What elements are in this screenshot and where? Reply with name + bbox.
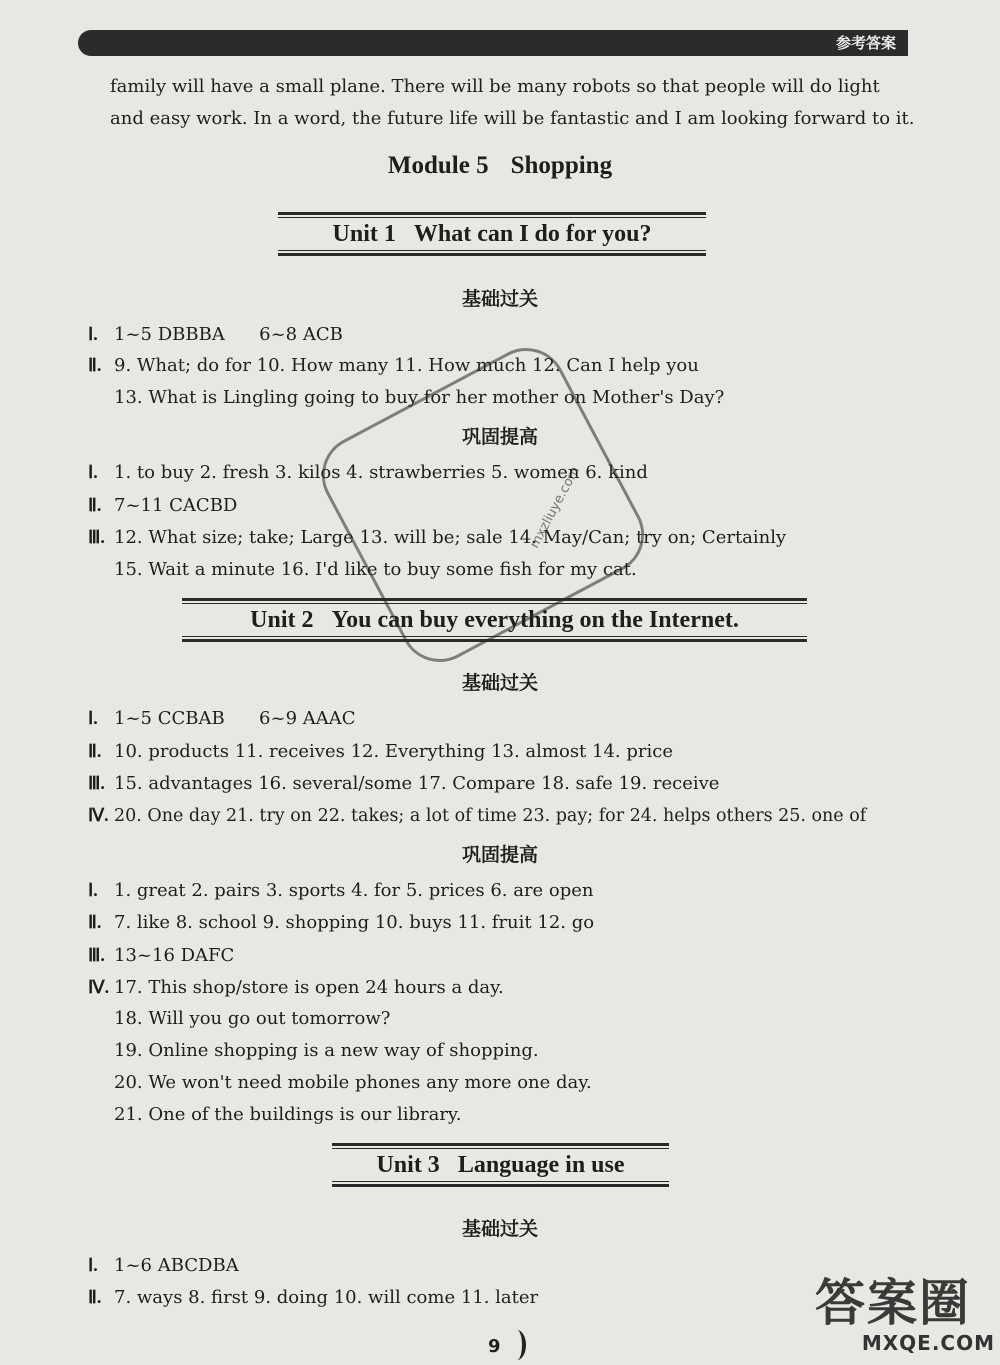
watermark-cn: 答案圈 (815, 1274, 971, 1332)
answer-line: Ⅲ. 12. What size; take; Large 13. will be; sale 14. May/Can; try on; Certainly (88, 527, 787, 548)
unit-1-title (278, 212, 706, 256)
answer-line: Ⅱ. 10. products 11. receives 12. Everything 13. almost 14. price (88, 741, 673, 762)
module-title (0, 152, 1000, 180)
unit-3-section-1-title: 基础过关 (461, 1218, 538, 1240)
answer-line: Ⅲ. 15. advantages 16. several/some 17. Compare 18. safe 19. receive (88, 773, 720, 794)
watermark-logo (815, 1275, 995, 1361)
unit-1-section-1-title: 基础过关 (461, 288, 538, 310)
answer-line: Ⅳ. 17. This shop/store is open 24 hours a day. (88, 977, 504, 998)
unit-2-name: You can buy everything on the Internet. (331, 607, 739, 633)
answer-line: Ⅰ. 1~5 DBBBA 6~8 ACB (88, 324, 343, 345)
answer-line: Ⅱ. 7. like 8. school 9. shopping 10. buys 11. fruit 12. go (88, 912, 595, 933)
answer-line: Ⅱ. 7~11 CACBD (88, 495, 238, 516)
answer-line: 19. Online shopping is a new way of shopping. (114, 1040, 539, 1061)
page-number: 9 (488, 1336, 501, 1357)
unit-1-number: Unit 1 (332, 221, 396, 247)
answer-line: Ⅰ. 1. to buy 2. fresh 3. kilos 4. strawberries 5. women 6. kind (88, 462, 648, 483)
unit-3-title (332, 1143, 669, 1187)
unit-1-name: What can I do for you? (413, 221, 652, 247)
answer-line: 15. Wait a minute 16. I'd like to buy some fish for my cat. (114, 559, 637, 580)
header-bar (78, 30, 908, 56)
answer-line: Ⅳ. 20. One day 21. try on 22. takes; a lot of time 23. pay; for 24. helps others 25. one of (88, 805, 867, 826)
module-number: Module 5 (387, 152, 489, 179)
answer-line: 13. What is Lingling going to buy for her mother on Mother's Day? (114, 387, 725, 408)
unit-2-number: Unit 2 (250, 607, 314, 633)
unit-3-number: Unit 3 (376, 1152, 440, 1178)
answer-line: Ⅰ. 1~5 CCBAB 6~9 AAAC (88, 708, 356, 729)
unit-2-section-2-title: 巩固提高 (461, 844, 538, 866)
module-name: Shopping (510, 152, 613, 179)
answer-line: 20. We won't need mobile phones any more one day. (114, 1072, 592, 1093)
answer-line: Ⅲ. 13~16 DAFC (88, 945, 235, 966)
answer-line: Ⅰ. 1~6 ABCDBA (88, 1255, 239, 1276)
watermark-en: MXQE.COM (861, 1331, 995, 1355)
unit-1-section-2-title: 巩固提高 (461, 426, 538, 448)
answer-line: 21. One of the buildings is our library. (114, 1104, 462, 1125)
intro-line-2: and easy work. In a word, the future life will be fantastic and I am looking forward to it. (110, 108, 915, 129)
unit-3-name: Language in use (457, 1152, 625, 1178)
page-curl-decoration (508, 1330, 526, 1360)
intro-line-1: family will have a small plane. There will be many robots so that people will do light (110, 76, 880, 97)
header-tab: 参考答案 (835, 34, 896, 52)
answer-line: 18. Will you go out tomorrow? (114, 1008, 391, 1029)
stamp-url: mxzliuye.com (527, 464, 583, 551)
answer-line: Ⅱ. 9. What; do for 10. How many 11. How much 12. Can I help you (88, 355, 699, 376)
answer-line: Ⅱ. 7. ways 8. first 9. doing 10. will come 11. later (88, 1287, 539, 1308)
unit-2-section-1-title: 基础过关 (461, 672, 538, 694)
answer-line: Ⅰ. 1. great 2. pairs 3. sports 4. for 5. prices 6. are open (88, 880, 594, 901)
